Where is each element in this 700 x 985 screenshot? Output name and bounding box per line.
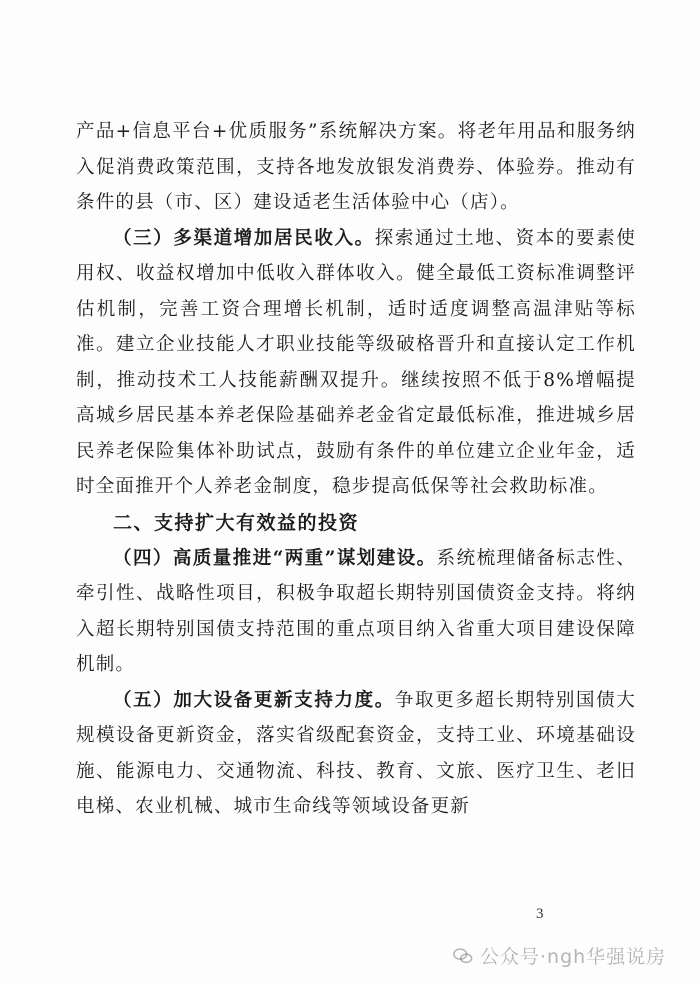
paragraph-text: 探索通过土地、资本的要素使用权、收益权增加中低收入群体收入。健全最低工资标准调整评估机制，完善工资合理增长机制，适时适度调整高温津贴等标准。建立企业技能人才职业技能等级破格晋升和直接认定工作机制，推动技术工人技能薪酬双提升。继续按照不低于8%增幅提高城乡居民基本养老保险基础养老金省定最低标准，推进城乡居民养老保险集体补助试点，鼓励有条件的单位建立企业年金，适时全面推开个人养老金制度，稳步提高低保等社会救助标准。 bbox=[76, 227, 636, 497]
wechat-icon bbox=[452, 945, 474, 967]
section-heading: 二、支持扩大有效益的投资 bbox=[113, 511, 360, 534]
paragraph-equipment bbox=[76, 683, 636, 825]
paragraph-lead: （三）多渠道增加居民收入。 bbox=[113, 227, 375, 249]
page-number: 3 bbox=[536, 906, 544, 922]
watermark-text: 公众号·ngh华强说房 bbox=[480, 946, 667, 968]
paragraph-income bbox=[76, 221, 636, 505]
paragraph-two-major bbox=[76, 541, 636, 683]
paragraph-lead: （四）高质量推进“两重”谋划建设。 bbox=[113, 547, 437, 569]
paragraph-lead: （五）加大设备更新支持力度。 bbox=[113, 689, 395, 711]
paragraph-text: 系统梳理储备标志性、牵引性、战略性项目，积极争取超长期特别国债资金支持。将纳入超长期特别国债支持范围的重点项目纳入省重大项目建设保障机制。 bbox=[76, 547, 636, 675]
paragraph-continued bbox=[76, 114, 636, 221]
paragraph-text: 争取更多超长期特别国债大规模设备更新资金，落实省级配套资金，支持工业、环境基础设施、能源电力、交通物流、科技、教育、文旅、医疗卫生、老旧电梯、农业机械、城市生命线等领域设备更新 bbox=[76, 689, 636, 817]
watermark bbox=[452, 942, 666, 969]
document-body bbox=[76, 114, 636, 825]
paragraph-text: 产品+信息平台+优质服务”系统解决方案。将老年用品和服务纳入促消费政策范围，支持各地发放银发消费券、体验券。推动有条件的县（市、区）建设适老生活体验中心（店）。 bbox=[76, 121, 636, 213]
